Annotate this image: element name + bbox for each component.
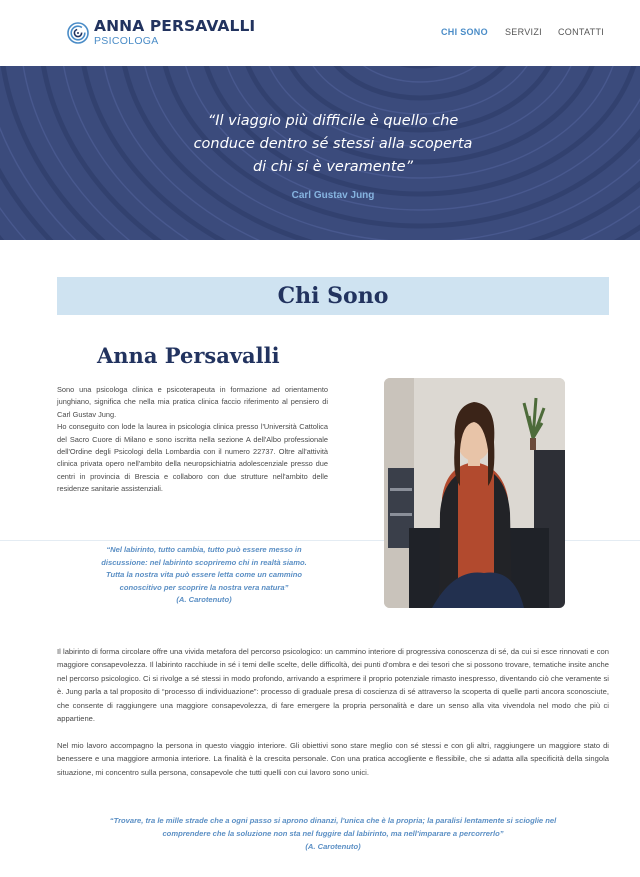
bio-text <box>57 384 328 496</box>
section-title-band <box>57 277 609 315</box>
quote-line: discussione: nel labirinto scopriremo chi in realtà siamo. <box>101 557 307 567</box>
labyrinth-logo-icon <box>67 22 89 44</box>
labyrinth-quote <box>57 544 351 607</box>
quote-author: (A. Carotenuto) <box>176 595 232 604</box>
quote-line: conoscitivo per scoprire la nostra vera natura” <box>119 582 289 592</box>
brand-subtitle: PSICOLOGA <box>94 34 159 47</box>
portrait-image <box>384 378 565 608</box>
quote-line: “Trovare, tra le mille strade che a ogni passo si aprono dinanzi, l'unica che è la propria; la paralisi lentamente si scioglie nel <box>109 816 557 825</box>
body-paragraph: Nel mio lavoro accompagno la persona in questo viaggio interiore. Gli obiettivi sono stare meglio con sé stessi e con gli altri, raggiungere un maggiore stato di benessere e una maggiore armonia interiore. La finalità è la crescita personale. Con una pratica accogliente e flessibile, che si adatta alla specificità della singola situazione, mi concentro sulla persona, consapevole che tutti quelli con cui lavoro sono unici. <box>57 741 609 777</box>
bio-paragraph: Ho conseguito con lode la laurea in psicologia clinica presso l'Università Cattolica del Sacro Cuore di Milano e sono iscritta nella sezione A dell'Albo professionale dell'Ordine degli Psicologi della Lombardia con il numero 22737. Oltre all'attività clinica privata opero nell'ambito della neuropsichiatria adolescenziale presso due centri in provincia di Brescia e collaboro con due strutture nell'ambito delle residenze sanitarie assistenziali. <box>57 422 328 494</box>
hero-quote <box>0 110 640 179</box>
closing-quote <box>57 814 609 853</box>
nav-contatti[interactable]: CONTATTI <box>558 27 605 37</box>
body-paragraph: Il labirinto di forma circolare offre una vivida metafora del percorso psicologico: un cammino interiore di progressiva conoscenza di sé, da cui si esce rinnovati e con maggiore consapevolezza. Il labirinto racchiude in sé i temi delle scelte, delle difficoltà, dei punti d'ombra e dei tesori che si possono trovare, tematiche insite anche nel percorso psicologico. Ci si rivolge a sé stessi in modo profondo, arrivando a esprimere il proprio potenziale rimasto inespresso, diventando ciò che veramente si è. Jung parla a tal proposito di “processo di individuazione”: processo di graduale presa di coscienza di sé attraverso la scoperta di quelle parti ancora sconosciute, che consente di raggiungere una maggiore consapevolezza, di fare emergere la propria personalità e dare un senso alla vita vivendola nel modo che più ci appartiene. <box>57 647 609 724</box>
bio-paragraph: Sono una psicologa clinica e psicoterapeuta in formazione ad orientamento junghiano, significa che nella mia pratica clinica faccio riferimento al pensiero di Carl Gustav Jung. <box>57 385 328 419</box>
quote-line: comprendere che la soluzione non sta nel fuggire dal labirinto, ma nell'imparare a percorrerlo” <box>162 829 504 838</box>
nav-chi-sono[interactable]: CHI SONO <box>441 27 488 37</box>
quote-author: (A. Carotenuto) <box>305 842 361 851</box>
hero-banner <box>0 66 640 240</box>
nav-servizi[interactable]: SERVIZI <box>505 27 542 37</box>
portrait-photo <box>384 378 565 608</box>
brand-name: ANNA PERSAVALLI <box>94 17 256 35</box>
hero-quote-line: conduce dentro sé stessi alla scoperta <box>193 136 473 152</box>
section-title: Chi Sono <box>277 283 389 309</box>
hero-quote-line: “Il viaggio più difficile è quello che <box>207 113 459 129</box>
hero-quote-author: Carl Gustav Jung <box>291 190 375 201</box>
hero-quote-line: di chi si è veramente” <box>252 159 414 175</box>
person-name-heading: Anna Persavalli <box>97 343 280 368</box>
logo[interactable] <box>67 19 255 46</box>
quote-line: “Nel labirinto, tutto cambia, tutto può essere messo in <box>106 545 302 554</box>
site-header <box>0 0 640 66</box>
quote-line: Tutta la nostra vita può essere letta come un cammino <box>105 570 303 579</box>
